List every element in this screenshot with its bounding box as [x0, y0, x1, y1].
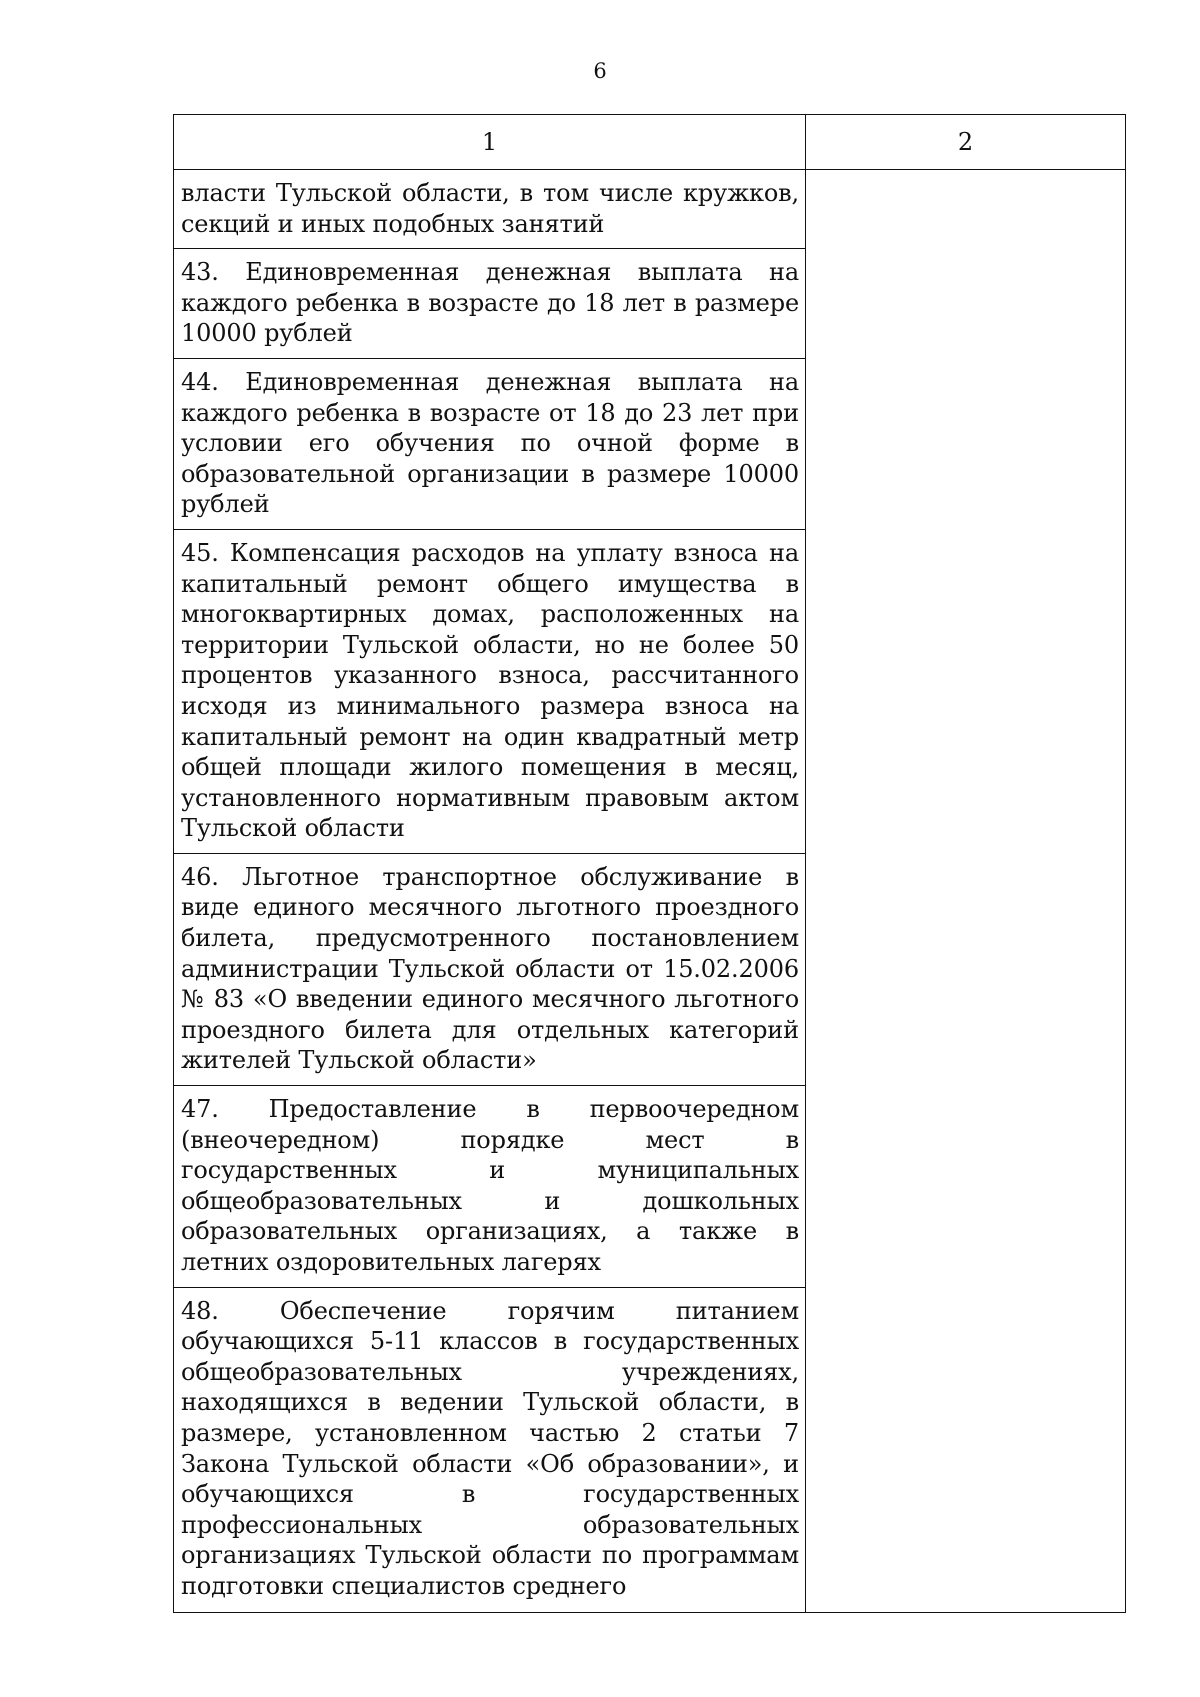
- table-row: [174, 170, 1126, 249]
- table-cell-text: 47. Предоставление в первоочередном (внеочередном) порядке мест в государственных и муниципальных общеобразовательных и дошкольных образовательных организациях, а также в летних оздоровительных лагерях: [174, 1086, 806, 1288]
- table-cell-text: власти Тульской области, в том числе кружков, секций и иных подобных занятий: [174, 170, 806, 249]
- table-cell-text: 45. Компенсация расходов на уплату взноса на капитальный ремонт общего имущества в многоквартирных домах, расположенных на территории Тульской области, но не более 50 процентов указанного взноса, рассчитанного исходя из минимального размера взноса на капитальный ремонт на один квадратный метр общей площади жилого помещения в месяц, установленного нормативным правовым актом Тульской области: [174, 529, 806, 853]
- table-header-row: [174, 115, 1126, 170]
- table-cell-column-2: [806, 170, 1126, 1613]
- column-header-1: 1: [174, 115, 806, 170]
- document-table: [173, 114, 1126, 1613]
- column-header-2: 2: [806, 115, 1126, 170]
- table-cell-text: 48. Обеспечение горячим питанием обучающихся 5-11 классов в государственных общеобразовательных учреждениях, находящихся в ведении Тульской области, в размере, установленном частью 2 статьи 7 Закона Тульской области «Об образовании», и обучающихся в государственных профессиональных образовательных организациях Тульской области по программам подготовки специалистов среднего: [174, 1287, 806, 1612]
- table-cell-text: 46. Льготное транспортное обслуживание в виде единого месячного льготного проездного билета, предусмотренного постановлением администрации Тульской области от 15.02.2006 № 83 «О введении единого месячного льготного проездного билета для отдельных категорий жителей Тульской области»: [174, 853, 806, 1085]
- page-number: 6: [593, 59, 607, 83]
- table-cell-text: 44. Единовременная денежная выплата на каждого ребенка в возрасте от 18 до 23 лет при условии его обучения по очной форме в образовательной организации в размере 10000 рублей: [174, 358, 806, 529]
- table-cell-text: 43. Единовременная денежная выплата на каждого ребенка в возрасте до 18 лет в размере 10000 рублей: [174, 249, 806, 359]
